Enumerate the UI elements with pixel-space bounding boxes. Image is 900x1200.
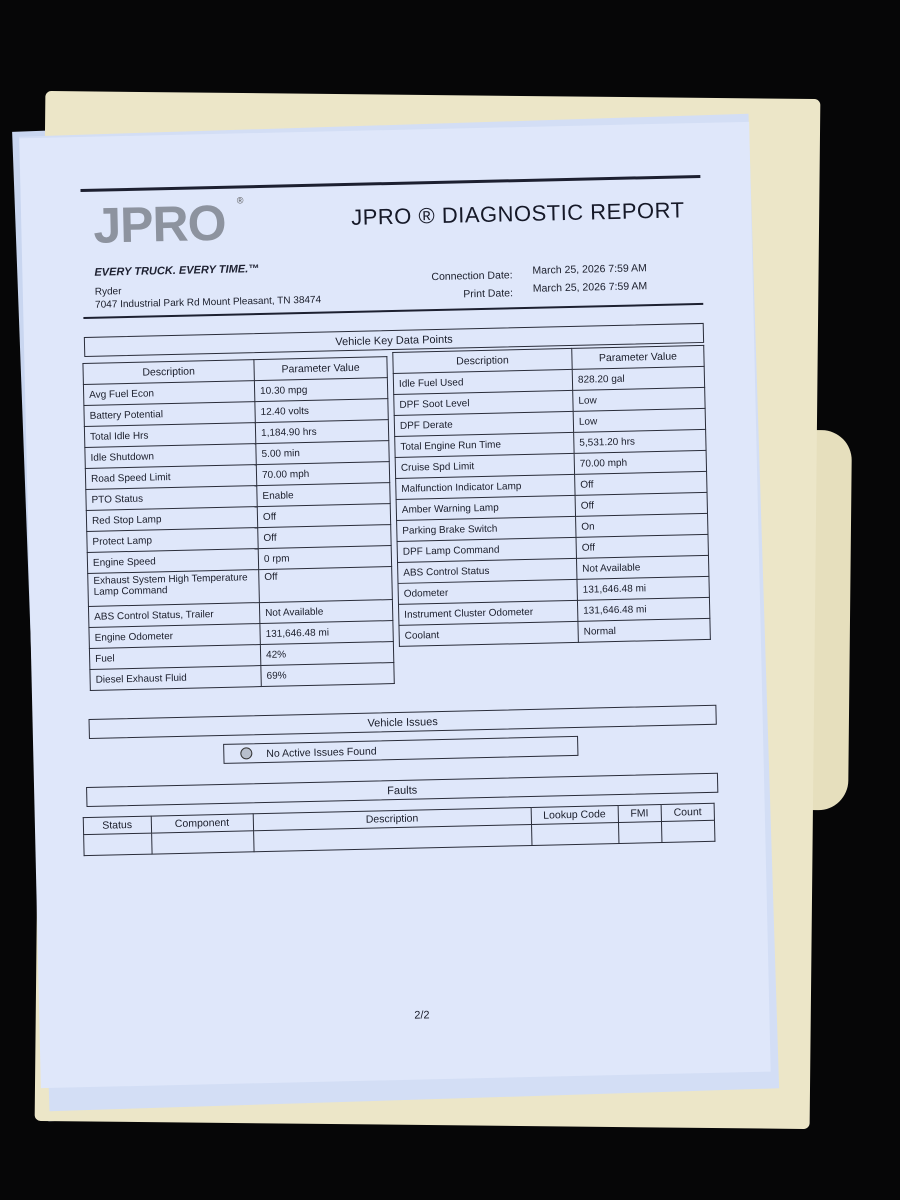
parameter-description: Idle Fuel Used [393, 369, 572, 394]
parameter-value: 5.00 min [256, 441, 389, 465]
parameter-description: Cruise Spd Limit [395, 453, 574, 478]
parameter-value: On [576, 513, 708, 537]
parameter-description: Total Idle Hrs [84, 423, 255, 448]
connection-date-value: March 25, 2026 7:59 AM [532, 262, 647, 277]
parameter-value: Off [576, 534, 708, 558]
parameter-value: 42% [260, 642, 393, 666]
parameter-description: Avg Fuel Econ [83, 381, 254, 406]
column-header-value: Parameter Value [254, 357, 387, 381]
parameter-value: 131,646.48 mi [577, 576, 709, 600]
connection-date-label: Connection Date: [431, 269, 513, 284]
parameter-description: Exhaust System High Temperature Lamp Command [88, 570, 260, 607]
column-header-description: Description [393, 348, 572, 373]
column-header-value: Parameter Value [572, 345, 704, 369]
parameter-description: Parking Brake Switch [397, 516, 576, 541]
key-data-left-rows [83, 378, 394, 691]
parameter-description: ABS Control Status [398, 558, 577, 583]
parameter-value: Off [575, 471, 707, 495]
parameter-value: 5,531.20 hrs [574, 429, 706, 453]
parameter-description: Instrument Cluster Odometer [398, 600, 577, 625]
report-title: JPRO ® DIAGNOSTIC REPORT [350, 197, 685, 230]
parameter-description: Amber Warning Lamp [396, 495, 575, 520]
parameter-description: Odometer [398, 579, 577, 604]
parameter-value: Normal [578, 618, 710, 642]
parameter-value: Not Available [259, 600, 392, 624]
header-rule [80, 175, 700, 192]
parameter-value: 70.00 mph [256, 462, 389, 486]
print-date-label: Print Date: [463, 287, 514, 301]
issues-status-box [223, 736, 578, 764]
faults-empty-cell [151, 831, 253, 854]
logo-registered-mark: ® [236, 195, 244, 206]
company-name: Ryder [94, 286, 122, 298]
key-data-left-table [82, 356, 394, 691]
parameter-value: Not Available [576, 555, 708, 579]
key-data-right-table [392, 345, 711, 647]
parameter-value: Off [259, 567, 393, 603]
parameter-value: Off [575, 492, 707, 516]
jpro-logo: JPRO [92, 194, 227, 254]
faults-column-header: FMI [618, 805, 662, 823]
parameter-value: Low [573, 387, 705, 411]
parameter-value: 12.40 volts [255, 399, 388, 423]
parameter-description: Coolant [399, 621, 578, 646]
faults-column-header: Component [151, 814, 253, 833]
parameter-value: Off [257, 504, 390, 528]
key-data-section-header: Vehicle Key Data Points [84, 323, 704, 357]
issues-message: No Active Issues Found [266, 745, 377, 760]
faults-empty-cell [84, 833, 152, 856]
parameter-description: Diesel Exhaust Fluid [90, 666, 261, 691]
print-date-value: March 25, 2026 7:59 AM [532, 280, 648, 295]
faults-column-header: Description [253, 807, 531, 830]
parameter-value: 131,646.48 mi [577, 597, 709, 621]
parameter-value: Enable [257, 483, 390, 507]
parameter-value: 70.00 mph [574, 450, 706, 474]
parameter-description: Total Engine Run Time [395, 432, 574, 457]
parameter-value: 10.30 mpg [254, 378, 387, 402]
page-number: 2/2 [414, 1009, 430, 1022]
faults-table [83, 803, 716, 856]
parameter-description: Fuel [89, 645, 260, 670]
parameter-description: Protect Lamp [87, 528, 258, 553]
parameter-value: 131,646.48 mi [260, 621, 393, 645]
diagnostic-report-page [19, 122, 770, 1088]
company-address: 7047 Industrial Park Rd Mount Pleasant, TN 38474 [94, 294, 322, 311]
parameter-description: Engine Odometer [89, 624, 260, 649]
faults-column-header: Count [661, 803, 715, 821]
parameter-description: Battery Potential [84, 402, 255, 427]
parameter-description: PTO Status [86, 486, 257, 511]
parameter-description: DPF Soot Level [394, 390, 573, 415]
parameter-description: Idle Shutdown [85, 444, 256, 469]
parameter-description: Red Stop Lamp [86, 507, 257, 532]
column-header-description: Description [83, 360, 254, 385]
check-circle-icon [240, 747, 252, 759]
key-data-right-rows [393, 366, 710, 646]
faults-column-header: Status [83, 816, 151, 835]
parameter-description: Malfunction Indicator Lamp [396, 474, 575, 499]
faults-empty-cell [618, 822, 662, 844]
vehicle-issues-section-header: Vehicle Issues [89, 705, 717, 739]
faults-column-header: Lookup Code [531, 805, 618, 824]
parameter-value: Off [258, 525, 391, 549]
faults-empty-cell [531, 822, 618, 845]
parameter-description: Engine Speed [87, 549, 258, 574]
tagline: EVERY TRUCK. EVERY TIME.™ [94, 262, 260, 279]
parameter-description: DPF Derate [394, 411, 573, 436]
parameter-value: 828.20 gal [572, 366, 704, 390]
parameter-value: 69% [261, 663, 394, 687]
parameter-description: ABS Control Status, Trailer [88, 603, 259, 628]
faults-section-header: Faults [86, 773, 718, 807]
parameter-value: Low [573, 408, 705, 432]
parameter-value: 0 rpm [258, 546, 391, 570]
parameter-description: Road Speed Limit [85, 465, 256, 490]
parameter-description: DPF Lamp Command [397, 537, 576, 562]
parameter-value: 1,184.90 hrs [255, 420, 388, 444]
faults-empty-cell [661, 820, 715, 842]
